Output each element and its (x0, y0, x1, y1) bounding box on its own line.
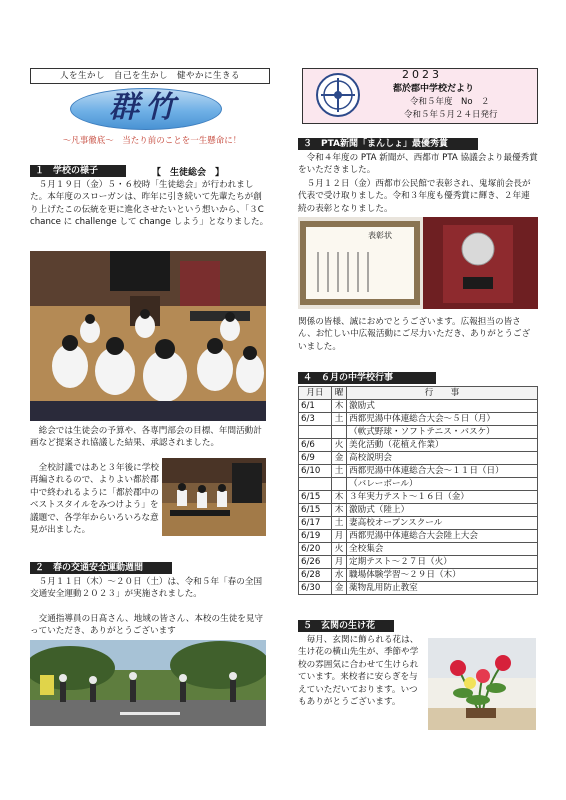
row-date: 6/17 (299, 517, 332, 530)
row-date (299, 426, 332, 439)
row-event: 激励式（陸上） (347, 504, 538, 517)
row-date: 6/9 (299, 452, 332, 465)
table-row (299, 556, 538, 569)
section3-para3: 関係の皆様、誠におめでとうございます。広報担当の皆さん、お忙しい中広報活動にご尽力いただき、ありがとうございました。 (298, 317, 531, 352)
table-row (299, 439, 538, 452)
school-emblem-icon (315, 72, 361, 118)
section3-heading: ３ PTA新聞「まんしょ」最優秀賞 (298, 138, 478, 150)
section3-para1: 令和４年度の PTA 新聞が、西都市 PTA 協議会より最優秀賞をいただきました。 (298, 153, 538, 176)
row-date: 6/1 (299, 400, 332, 413)
row-date: 6/15 (299, 491, 332, 504)
row-day: 金 (332, 582, 347, 595)
slogan: ～凡事徹底～ 当たり前のことを一生懸命に！ (62, 136, 242, 146)
events-table (298, 386, 538, 595)
row-date (299, 478, 332, 491)
table-row (299, 452, 538, 465)
section1-para2: 総会では生徒会の予算や、各専門部会の目標、年間活動計画など提案され協議した結果、承認されました。 (30, 426, 262, 449)
row-day: 木 (332, 504, 347, 517)
section5-para: 毎月、玄関に飾られる花は、生け花の横山先生が、季節や学校の雰囲気に合わせて生けられています。来校者に安らぎを与えていただいております。いつもありがとうございます。 (298, 635, 419, 708)
row-event: ３年実力テスト～１６日（金） (347, 491, 538, 504)
col-date-header: 月日 (299, 387, 332, 400)
row-event: 西都児湯中体連総合大会～１１日（日） (347, 465, 538, 478)
table-row (299, 569, 538, 582)
events-table-header (299, 387, 538, 400)
table-row (299, 465, 538, 478)
row-event: 妻高校オープンスクール (347, 517, 538, 530)
row-date: 6/15 (299, 504, 332, 517)
row-day: 火 (332, 439, 347, 452)
certificate-heading: 表彰状 (368, 231, 392, 240)
row-day (332, 426, 347, 439)
table-row (299, 582, 538, 595)
section1-para3: 全校討議ではあと３年後に学校再編されるので、よりよい都於郡中で終われるように「都於郡中のベストスタイルをみつけよう」を議題で、各学年からいろいろな意見が出ました。 (30, 463, 159, 536)
row-date: 6/6 (299, 439, 332, 452)
row-date: 6/26 (299, 556, 332, 569)
section2-para2: 交通指導員の日髙さん、地域の皆さん、本校の生徒を見守っていただき、ありがとうございます (30, 614, 264, 637)
row-day: 水 (332, 569, 347, 582)
row-day: 土 (332, 517, 347, 530)
row-day: 月 (332, 530, 347, 543)
section3-para2: ５月１２日（金）西都市公民館で表彰され、鬼塚前会長が代表で受け取りました。令和３年度も優秀賞に輝き、２年連続の表彰となりました。 (298, 179, 531, 214)
school-motto: 人を生かし 自己を生かし 健やかに生きる (30, 68, 270, 84)
table-row (299, 517, 538, 530)
newsletter-title: 群竹 (109, 90, 181, 125)
row-day: 火 (332, 543, 347, 556)
col-day-header: 曜 (332, 387, 347, 400)
row-event: 西都児湯中体連総合大会陸上大会 (347, 530, 538, 543)
row-date: 6/28 (299, 569, 332, 582)
table-row (299, 504, 538, 517)
row-day: 月 (332, 556, 347, 569)
masthead-issue: 令和５年度 No ２ (410, 97, 490, 107)
student-assembly-photo (30, 251, 266, 421)
row-date: 6/3 (299, 413, 332, 426)
section2-para1: ５月１１日（木）～２０日（土）は、令和５年「春の全国交通安全運動２０２３」が実施されました。 (30, 577, 263, 600)
row-day: 木 (332, 491, 347, 504)
table-row (299, 400, 538, 413)
row-event: 高校説明会 (347, 452, 538, 465)
masthead-title: 都於郡中学校だより (393, 84, 475, 94)
row-date: 6/10 (299, 465, 332, 478)
section1-heading: １ 学校の様子 (30, 165, 126, 177)
row-event: （軟式野球・ソフトテニス・バスケ） (347, 426, 538, 439)
row-date: 6/19 (299, 530, 332, 543)
section2-heading: ２ 春の交通安全運動週間 (30, 562, 172, 574)
table-row (299, 491, 538, 504)
traffic-safety-photo (30, 640, 266, 726)
row-event: 西都児湯中体連総合大会～５日（月） (347, 413, 538, 426)
masthead-date: 令和５年５月２４日発行 (404, 110, 498, 120)
row-day (332, 478, 347, 491)
section1-subheading: 【 生徒総会 】 (152, 168, 225, 178)
masthead-year: 2023 (402, 68, 442, 81)
award-photo (298, 217, 538, 309)
row-event: 職場体験学習～２９日（木） (347, 569, 538, 582)
row-day: 木 (332, 400, 347, 413)
row-event: 激励式 (347, 400, 538, 413)
row-event: 定期テスト～２７日（火） (347, 556, 538, 569)
table-row (299, 530, 538, 543)
table-row (299, 478, 538, 491)
table-row (299, 543, 538, 556)
flower-arrangement-photo (428, 638, 536, 730)
section1-para1: ５月１９日（金）５・６校時「生徒総会」が行われました。本年度のスローガンは、昨年に引き続いて先輩たちが創り上げたこの伝統を更に進化させたいという想いから、「３C chance に challenge して change しよう」となりました。 (30, 180, 273, 228)
row-event: （バレーボール） (347, 478, 538, 491)
row-day: 土 (332, 465, 347, 478)
row-event: 全校集会 (347, 543, 538, 556)
section4-heading: ４ ６月の中学校行事 (298, 372, 436, 384)
table-row (299, 413, 538, 426)
discussion-photo (162, 458, 266, 536)
row-event: 美化活動（花植え作業） (347, 439, 538, 452)
section5-heading: ５ 玄関の生け花 (298, 620, 394, 632)
row-date: 6/30 (299, 582, 332, 595)
col-event-header: 行 事 (347, 387, 538, 400)
row-day: 金 (332, 452, 347, 465)
row-day: 土 (332, 413, 347, 426)
table-row (299, 426, 538, 439)
row-date: 6/20 (299, 543, 332, 556)
row-event: 薬物乱用防止教室 (347, 582, 538, 595)
